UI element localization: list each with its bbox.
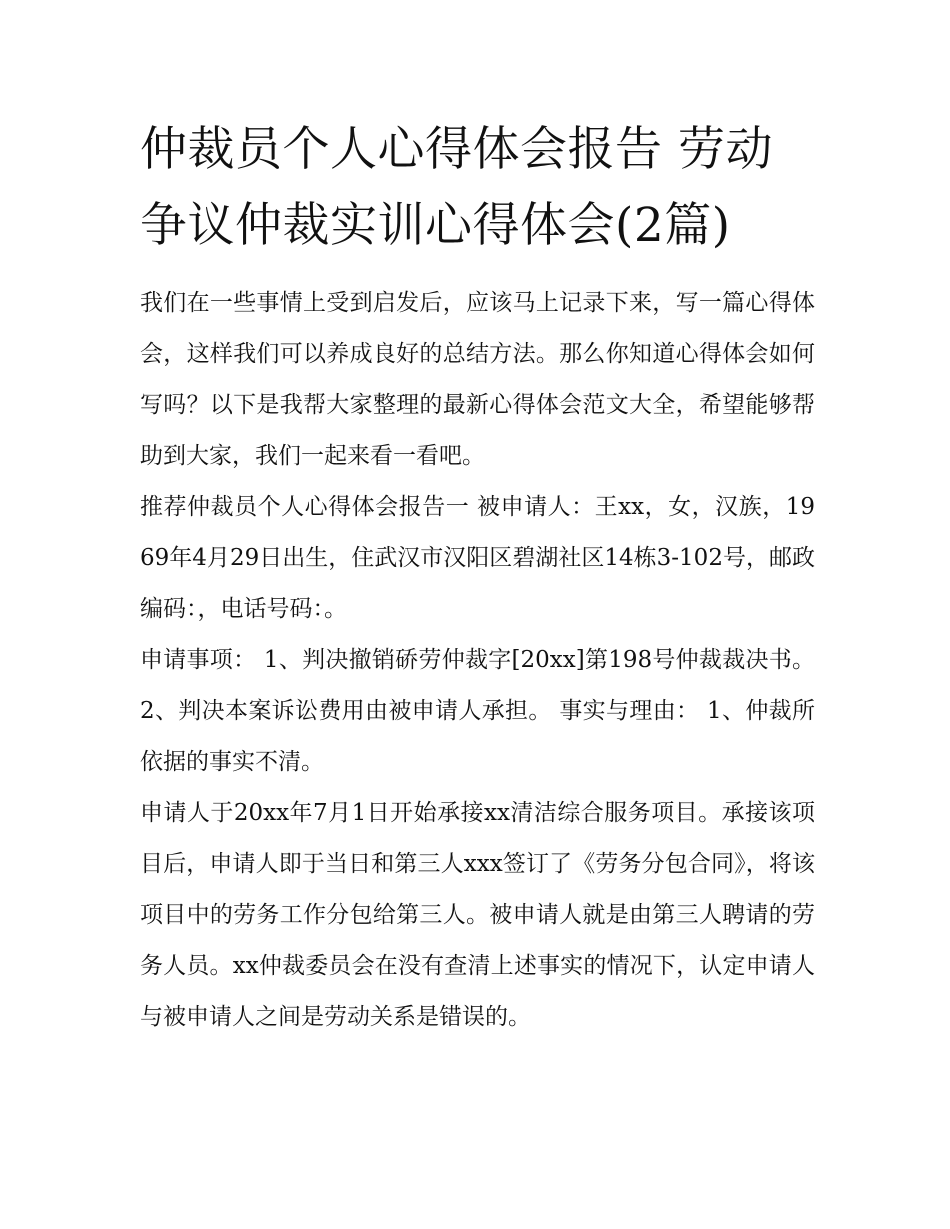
paragraph-facts: 申请人于20xx年7月1日开始承接xx清洁综合服务项目。承接该项目后，申请人即于当日和第三人xxx签订了《劳务分包合同》，将该项目中的劳务工作分包给第三人。被申请人就是由第三人聘请的劳务人员。xx仲裁委员会在没有查清上述事实的情况下，认定申请人与被申请人之间是劳动关系是错误的。 bbox=[140, 800, 815, 1030]
document-page bbox=[140, 112, 815, 1043]
document-title: 仲裁员个人心得体会报告 劳动争议仲裁实训心得体会(2篇) bbox=[140, 122, 773, 253]
paragraph-intro: 我们在一些事情上受到启发后，应该马上记录下来，写一篇心得体会，这样我们可以养成良好的总结方法。那么你知道心得体会如何写吗？以下是我帮大家整理的最新心得体会范文大全，希望能够帮助到大家，我们一起来看一看吧。 bbox=[140, 290, 815, 469]
paragraph-respondent: 推荐仲裁员个人心得体会报告一 被申请人：王xx，女，汉族，1969年4月29日出生，住武汉市汉阳区碧湖社区14栋3-102号，邮政编码：，电话号码：。 bbox=[140, 494, 815, 622]
paragraph-claims: 申请事项： 1、判决撤销硚劳仲裁字[20xx]第198号仲裁裁决书。 2、判决本案诉讼费用由被申请人承担。 事实与理由： 1、仲裁所依据的事实不清。 bbox=[140, 647, 815, 775]
